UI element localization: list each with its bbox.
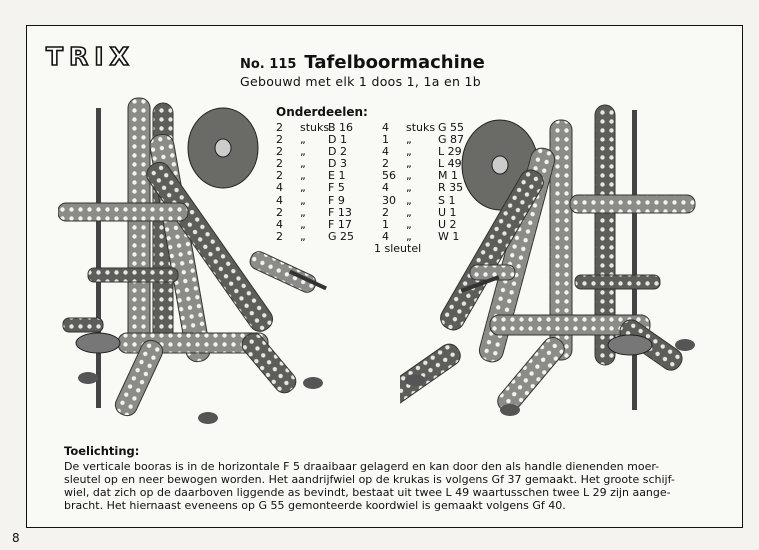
- qty: 2: [276, 229, 283, 243]
- unit: „: [300, 133, 306, 147]
- part-code: D 3: [328, 157, 347, 171]
- unit: „: [406, 217, 412, 231]
- qty: 4: [382, 229, 389, 243]
- qty: 4: [382, 121, 389, 134]
- part-code: E 1: [328, 169, 346, 183]
- part-code: U 2: [438, 217, 457, 231]
- qty: 2: [276, 133, 283, 147]
- part-code: G 87: [438, 133, 465, 147]
- parts-row: [276, 182, 478, 194]
- explanation-line: bracht. Het hiernaast eveneens op G 55 gemonteerde koordwiel is gemaakt volgens Gf 40.: [64, 499, 566, 512]
- part-code: L 29: [438, 145, 462, 159]
- part-code: F 5: [328, 181, 345, 195]
- unit: „: [300, 205, 306, 219]
- qty: 2: [382, 157, 389, 171]
- part-code: G 55: [438, 121, 465, 134]
- qty: 2: [276, 205, 283, 219]
- qty: 1: [382, 217, 389, 231]
- qty: 2: [276, 169, 283, 183]
- qty: 4: [276, 193, 283, 207]
- qty: 2: [382, 205, 389, 219]
- part-code: R 35: [438, 181, 464, 195]
- part-code: W 1: [438, 229, 460, 243]
- explanation-line: wiel, dat zich op de daarboven liggende as bevindt, bestaat uit twee L 49 waartusschen twee L 29 zijn aange-: [64, 486, 671, 499]
- key-item: 1 sleutel: [374, 241, 422, 255]
- unit: „: [406, 157, 412, 171]
- unit: „: [406, 169, 412, 183]
- model-name: Tafelboormachine: [304, 52, 485, 73]
- qty: 1: [382, 133, 389, 147]
- part-code: G 25: [328, 229, 355, 243]
- model-title: [240, 52, 485, 73]
- unit: „: [300, 145, 306, 159]
- parts-key-row: [276, 243, 478, 255]
- part-code: B 16: [328, 121, 354, 134]
- qty: 4: [382, 145, 389, 159]
- explanation-text: [64, 460, 704, 512]
- part-code: M 1: [438, 169, 458, 183]
- part-code: F 9: [328, 193, 345, 207]
- explanation-line: sleutel op en neer bewogen worden. Het aandrijfwiel op de krukas is volgens Gf 37 gemaakt. Het groote schijf-: [64, 473, 675, 486]
- part-code: D 2: [328, 145, 347, 159]
- qty: 30: [382, 193, 396, 207]
- qty: 4: [276, 181, 283, 195]
- unit: „: [406, 205, 412, 219]
- part-code: F 17: [328, 217, 352, 231]
- unit: „: [300, 217, 306, 231]
- qty: 56: [382, 169, 396, 183]
- part-code: L 49: [438, 157, 462, 171]
- unit: „: [406, 145, 412, 159]
- parts-row: [276, 207, 478, 219]
- unit: „: [300, 157, 306, 171]
- part-code: D 1: [328, 133, 347, 147]
- parts-heading: Onderdeelen:: [276, 105, 368, 119]
- part-code: S 1: [438, 193, 456, 207]
- part-code: U 1: [438, 205, 457, 219]
- explanation-heading: Toelichting:: [64, 444, 140, 458]
- qty: 4: [382, 181, 389, 195]
- qty: 4: [276, 217, 283, 231]
- trix-logo: TRIX: [46, 42, 135, 71]
- unit: „: [300, 193, 306, 207]
- unit: „: [406, 193, 412, 207]
- parts-row: [276, 195, 478, 207]
- unit: „: [300, 169, 306, 183]
- qty: 2: [276, 157, 283, 171]
- qty: 2: [276, 145, 283, 159]
- parts-list: [276, 122, 478, 255]
- model-subtitle: Gebouwd met elk 1 doos 1, 1a en 1b: [240, 74, 481, 89]
- part-code: F 13: [328, 205, 352, 219]
- unit: „: [300, 229, 306, 243]
- unit: stuks: [406, 121, 436, 134]
- unit: „: [406, 181, 412, 195]
- model-number: No. 115: [240, 57, 297, 72]
- page-number: 8: [12, 531, 20, 545]
- explanation-line: De verticale booras is in de horizontale F 5 draaibaar gelagerd en kan door den als handle dienenden moer-: [64, 460, 660, 473]
- unit: stuks: [300, 121, 330, 134]
- unit: „: [300, 181, 306, 195]
- qty: 2: [276, 121, 283, 134]
- unit: „: [406, 229, 412, 243]
- unit: „: [406, 133, 412, 147]
